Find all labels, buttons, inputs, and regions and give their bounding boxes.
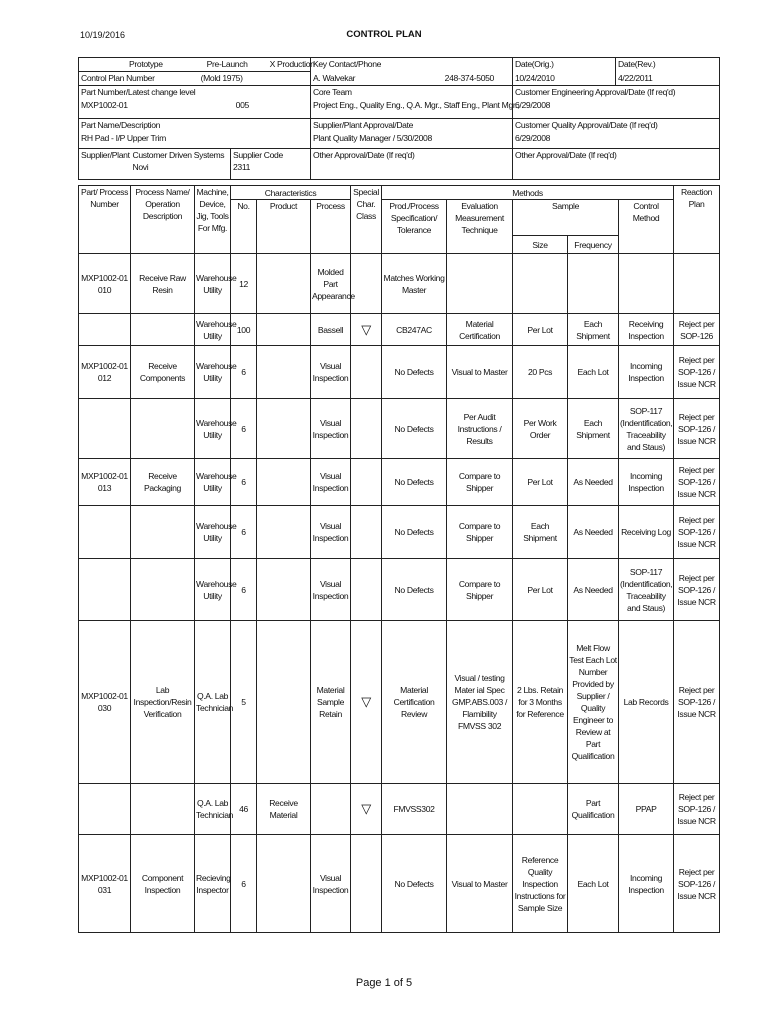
col-eval: Evaluation Measurement Technique <box>447 200 513 254</box>
cell-product <box>257 621 311 784</box>
cell-process: Molded Part Appearance <box>311 254 351 314</box>
cust-quality-date: 6/29/2008 <box>513 132 720 149</box>
cell-control-method: Incoming Inspection <box>619 346 674 399</box>
cell-spec: CB247AC <box>382 314 447 346</box>
cell-spec: FMVSS302 <box>382 784 447 835</box>
table-row <box>79 621 720 784</box>
cell-part-number <box>79 399 131 459</box>
cell-spec: No Defects <box>382 559 447 621</box>
cell-machine: Warehouse Utility <box>195 399 231 459</box>
cell-process-name <box>131 399 195 459</box>
plan-type: Prototype Pre-Launch X Production <box>79 58 311 72</box>
cell-control-method: PPAP <box>619 784 674 835</box>
cell-process-name: Component Inspection <box>131 835 195 933</box>
cell-process: Bassell <box>311 314 351 346</box>
core-team: Project Eng., Quality Eng., Q.A. Mgr., Staff Eng., Plant Mgr., <box>311 99 513 119</box>
cell-part-number: MXP1002-01 012 <box>79 346 131 399</box>
cell-sample-frequency: As Needed <box>568 559 619 621</box>
cell-eval-technique: Compare to Shipper <box>447 459 513 506</box>
date-orig-label: Date(Orig.) <box>513 58 616 72</box>
cell-special-char: ▽ <box>351 314 382 346</box>
supplier-code: Supplier Code 2311 <box>231 149 311 180</box>
cell-control-method: Incoming Inspection <box>619 459 674 506</box>
control-plan-table <box>78 185 720 933</box>
part-name: RH Pad - I/P Upper Trim <box>79 132 311 149</box>
cell-sample-size: Per Work Order <box>513 399 568 459</box>
col-spec: Prod./Process Specification/ Tolerance <box>382 200 447 254</box>
cell-reaction-plan: Reject per SOP-126 / Issue NCR <box>674 559 720 621</box>
supplier-approval-label: Supplier/Plant Approval/Date <box>311 119 513 133</box>
cell-process <box>311 784 351 835</box>
supplier-approval: Plant Quality Manager / 5/30/2008 <box>311 132 513 149</box>
cell-special-char <box>351 835 382 933</box>
col-frequency: Frequency <box>568 236 619 254</box>
cell-special-char: ▽ <box>351 621 382 784</box>
col-methods: Methods <box>382 186 674 200</box>
cell-sample-size <box>513 784 568 835</box>
cell-sample-size: Per Lot <box>513 314 568 346</box>
cell-special-char <box>351 399 382 459</box>
cell-part-number: MXP1002-01 013 <box>79 459 131 506</box>
print-date: 10/19/2016 <box>80 30 126 40</box>
cell-reaction-plan: Reject per SOP-126 / Issue NCR <box>674 621 720 784</box>
cell-part-number: MXP1002-01 031 <box>79 835 131 933</box>
cell-eval-technique <box>447 254 513 314</box>
cell-control-method <box>619 254 674 314</box>
cell-char-no: 6 <box>231 399 257 459</box>
cell-control-method: Receiving Log <box>619 506 674 559</box>
cell-eval-technique: Compare to Shipper <box>447 506 513 559</box>
cust-eng-date: 6/29/2008 <box>513 99 720 119</box>
table-row <box>79 835 720 933</box>
cell-reaction-plan: Reject per SOP-126 / Issue NCR <box>674 784 720 835</box>
other-approval-1: Other Approval/Date (If req'd) <box>311 149 513 180</box>
cell-control-method: Incoming Inspection <box>619 835 674 933</box>
cell-special-char: ▽ <box>351 784 382 835</box>
col-no: No. <box>231 200 257 254</box>
cell-product <box>257 506 311 559</box>
cell-sample-size: Reference Quality Inspection Instructions for Sample Size <box>513 835 568 933</box>
cell-sample-frequency: As Needed <box>568 506 619 559</box>
cell-control-method: Lab Records <box>619 621 674 784</box>
cell-control-method: Receiving Inspection <box>619 314 674 346</box>
page-number: Page 1 of 5 <box>355 977 413 989</box>
cell-reaction-plan: Reject per SOP-126 / Issue NCR <box>674 399 720 459</box>
table-row <box>79 506 720 559</box>
cell-machine: Warehouse Utility <box>195 459 231 506</box>
cell-sample-size: Per Lot <box>513 459 568 506</box>
col-process-name: Process Name/ Operation Description <box>131 186 195 254</box>
cell-reaction-plan: Reject per SOP-126 / Issue NCR <box>674 459 720 506</box>
cell-sample-frequency: Part Qualification <box>568 784 619 835</box>
cell-eval-technique: Material Certification <box>447 314 513 346</box>
cell-product <box>257 835 311 933</box>
col-process: Process <box>311 200 351 254</box>
col-reaction-plan: Reaction Plan <box>674 186 720 254</box>
cell-char-no: 6 <box>231 559 257 621</box>
cell-process-name: Receive Raw Resin <box>131 254 195 314</box>
cell-char-no: 5 <box>231 621 257 784</box>
cell-special-char <box>351 506 382 559</box>
core-team-label: Core Team <box>311 86 513 100</box>
cell-process-name <box>131 784 195 835</box>
cell-process-name <box>131 506 195 559</box>
cell-process: Visual Inspection <box>311 346 351 399</box>
header-table <box>78 57 720 180</box>
cell-sample-frequency <box>568 254 619 314</box>
cell-process: Visual Inspection <box>311 835 351 933</box>
table-row <box>79 254 720 314</box>
cell-machine: Warehouse Utility <box>195 314 231 346</box>
cell-sample-frequency: Each Shipment <box>568 314 619 346</box>
date-rev: 4/22/2011 <box>616 72 720 86</box>
cell-part-number: MXP1002-01 030 <box>79 621 131 784</box>
cell-product <box>257 346 311 399</box>
cell-spec: No Defects <box>382 506 447 559</box>
cell-spec: No Defects <box>382 346 447 399</box>
col-control-method: Control Method <box>619 200 674 254</box>
cell-reaction-plan: Reject per SOP-126 / Issue NCR <box>674 506 720 559</box>
col-machine: Machine, Device, Jig, Tools For Mfg. <box>195 186 231 254</box>
date-rev-label: Date(Rev.) <box>616 58 720 72</box>
cell-product: Receive Material <box>257 784 311 835</box>
cell-eval-technique: Visual / testing Mater ial Spec GMP.ABS.003 / Flamibility FMVSS 302 <box>447 621 513 784</box>
table-row <box>79 346 720 399</box>
part-name-label: Part Name/Description <box>79 119 311 133</box>
cell-process: Visual Inspection <box>311 559 351 621</box>
cell-machine: Warehouse Utility <box>195 346 231 399</box>
date-orig: 10/24/2010 <box>513 72 616 86</box>
cell-char-no: 6 <box>231 506 257 559</box>
supplier-name: Customer Driven Systems Novi <box>131 149 231 180</box>
col-sample: Sample <box>513 200 619 236</box>
table-row <box>79 399 720 459</box>
cell-special-char <box>351 459 382 506</box>
cell-process-name: Receive Components <box>131 346 195 399</box>
cell-sample-size: Per Lot <box>513 559 568 621</box>
cell-machine: Warehouse Utility <box>195 506 231 559</box>
cell-process: Visual Inspection <box>311 506 351 559</box>
cell-sample-frequency: Each Lot <box>568 346 619 399</box>
cell-sample-size: Each Shipment <box>513 506 568 559</box>
table-row <box>79 559 720 621</box>
cell-spec: Material Certification Review <box>382 621 447 784</box>
other-approval-2: Other Approval/Date (If req'd) <box>513 149 720 180</box>
cell-reaction-plan: Reject per SOP-126 / Issue NCR <box>674 346 720 399</box>
cell-machine: Warehouse Utility <box>195 559 231 621</box>
cell-product <box>257 399 311 459</box>
cell-eval-technique: Compare to Shipper <box>447 559 513 621</box>
cell-char-no: 100 <box>231 314 257 346</box>
cell-eval-technique: Visual to Master <box>447 835 513 933</box>
col-part-number: Part/ Process Number <box>79 186 131 254</box>
cell-spec: No Defects <box>382 835 447 933</box>
cust-eng-label: Customer Engineering Approval/Date (If req'd) <box>513 86 720 100</box>
key-contact-label: Key Contact/Phone <box>311 58 513 72</box>
page-title: CONTROL PLAN <box>346 29 422 40</box>
col-special-char: Special Char. Class <box>351 186 382 254</box>
cell-special-char <box>351 559 382 621</box>
cell-machine: Warehouse Utility <box>195 254 231 314</box>
cell-char-no: 46 <box>231 784 257 835</box>
cell-process-name <box>131 314 195 346</box>
cell-eval-technique <box>447 784 513 835</box>
cell-sample-frequency: Each Lot <box>568 835 619 933</box>
cell-special-char <box>351 254 382 314</box>
col-product: Product <box>257 200 311 254</box>
cell-product <box>257 314 311 346</box>
cell-char-no: 6 <box>231 346 257 399</box>
cell-process-name <box>131 559 195 621</box>
cell-part-number <box>79 784 131 835</box>
cell-part-number <box>79 314 131 346</box>
control-plan-number: Control Plan Number (Mold 1975) <box>79 72 311 86</box>
part-number: MXP1002-01 005 <box>79 99 311 119</box>
cell-char-no: 6 <box>231 459 257 506</box>
table-row <box>79 784 720 835</box>
cell-sample-frequency: As Needed <box>568 459 619 506</box>
cell-process: Visual Inspection <box>311 399 351 459</box>
cell-sample-frequency: Each Shipment <box>568 399 619 459</box>
cell-product <box>257 459 311 506</box>
cell-char-no: 12 <box>231 254 257 314</box>
cell-part-number <box>79 506 131 559</box>
cell-process: Visual Inspection <box>311 459 351 506</box>
cell-control-method: SOP-117 (Indentification, Traceability and Staus) <box>619 559 674 621</box>
cell-machine: Q.A. Lab Technician <box>195 784 231 835</box>
key-contact: A. Walvekar 248-374-5050 <box>311 72 513 86</box>
cell-machine: Q.A. Lab Technician <box>195 621 231 784</box>
part-number-label: Part Number/Latest change level <box>79 86 311 100</box>
cell-spec: No Defects <box>382 459 447 506</box>
cell-machine: Recieving Inspector <box>195 835 231 933</box>
cell-product <box>257 559 311 621</box>
cell-spec: Matches Working Master <box>382 254 447 314</box>
cell-reaction-plan <box>674 254 720 314</box>
cell-eval-technique: Visual to Master <box>447 346 513 399</box>
cell-reaction-plan: Reject per SOP-126 / Issue NCR <box>674 835 720 933</box>
cell-eval-technique: Per Audit Instructions / Results <box>447 399 513 459</box>
supplier-label: Supplier/Plant <box>79 149 131 180</box>
table-row <box>79 459 720 506</box>
cust-quality-label: Customer Quality Approval/Date (If req'd) <box>513 119 720 133</box>
cell-process-name: Receive Packaging <box>131 459 195 506</box>
cell-special-char <box>351 346 382 399</box>
cell-sample-size: 20 Pcs <box>513 346 568 399</box>
cell-part-number: MXP1002-01 010 <box>79 254 131 314</box>
cell-product <box>257 254 311 314</box>
col-characteristics: Characteristics <box>231 186 351 200</box>
cell-part-number <box>79 559 131 621</box>
cell-process-name: Lab Inspection/Resin Verification <box>131 621 195 784</box>
cell-sample-size: 2 Lbs. Retain for 3 Months for Reference <box>513 621 568 784</box>
cell-reaction-plan: Reject per SOP-126 <box>674 314 720 346</box>
cell-sample-size <box>513 254 568 314</box>
cell-char-no: 6 <box>231 835 257 933</box>
cell-process: Material Sample Retain <box>311 621 351 784</box>
cell-sample-frequency: Melt Flow Test Each Lot Number Provided by Supplier / Quality Engineer to Review at Part Qualification <box>568 621 619 784</box>
cell-control-method: SOP-117 (Indentification, Traceability and Staus) <box>619 399 674 459</box>
cell-spec: No Defects <box>382 399 447 459</box>
col-size: Size <box>513 236 568 254</box>
table-row <box>79 314 720 346</box>
